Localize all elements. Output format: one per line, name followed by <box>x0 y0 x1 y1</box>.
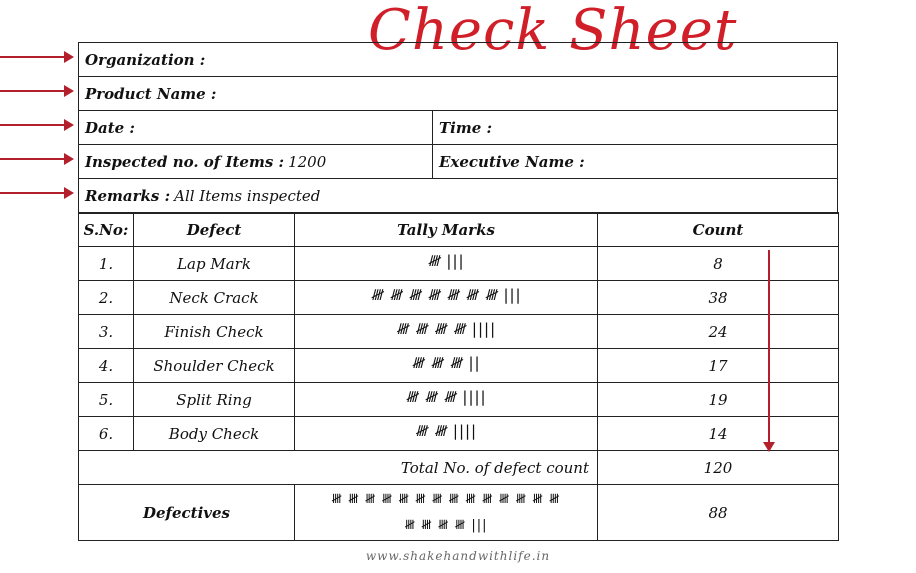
arrow-organization <box>0 56 72 58</box>
header-form <box>78 42 838 214</box>
total-row <box>79 451 839 485</box>
footer-url: www.shakehandwithlife.in <box>365 549 551 563</box>
row-count: 8 <box>598 247 839 281</box>
table-row <box>79 247 839 281</box>
row-tally: 𝍸 𝍸 𝍸 𝍸 𝍸 𝍸 𝍸 ||| <box>295 281 598 315</box>
table-row <box>79 383 839 417</box>
header-sno: S.No: <box>79 213 134 247</box>
row-defect: Lap Mark <box>134 247 295 281</box>
table-header-row <box>79 213 839 247</box>
product-label: Product Name : <box>85 84 217 103</box>
remarks-row <box>79 179 837 213</box>
table-row <box>79 315 839 349</box>
row-count: 38 <box>598 281 839 315</box>
count-down-arrow <box>768 250 770 444</box>
row-defect: Shoulder Check <box>134 349 295 383</box>
table-row <box>79 349 839 383</box>
arrow-remarks <box>0 192 72 194</box>
row-sno: 2. <box>79 281 134 315</box>
row-defect: Split Ring <box>134 383 295 417</box>
row-count: 19 <box>598 383 839 417</box>
inspected-label: Inspected no. of Items : <box>85 152 285 171</box>
row-tally: 𝍸 𝍸 |||| <box>295 417 598 451</box>
time-label: Time : <box>439 118 493 137</box>
executive-label: Executive Name : <box>439 152 585 171</box>
defect-table <box>78 212 839 541</box>
row-tally: 𝍸 𝍸 𝍸 || <box>295 349 598 383</box>
inspected-executive-row <box>79 145 837 179</box>
row-sno: 6. <box>79 417 134 451</box>
row-sno: 5. <box>79 383 134 417</box>
row-sno: 1. <box>79 247 134 281</box>
defectives-row <box>79 485 839 541</box>
remarks-label: Remarks : <box>85 187 171 205</box>
table-row <box>79 417 839 451</box>
row-count: 17 <box>598 349 839 383</box>
total-value: 120 <box>598 451 839 485</box>
row-defect: Neck Crack <box>134 281 295 315</box>
row-count: 24 <box>598 315 839 349</box>
header-count: Count <box>598 213 839 247</box>
header-tally: Tally Marks <box>295 213 598 247</box>
date-time-row <box>79 111 837 145</box>
header-defect: Defect <box>134 213 295 247</box>
product-row <box>79 77 837 111</box>
row-tally: 𝍸 𝍸 𝍸 |||| <box>295 383 598 417</box>
row-sno: 3. <box>79 315 134 349</box>
arrow-date <box>0 124 72 126</box>
row-count: 14 <box>598 417 839 451</box>
inspected-value: 1200 <box>288 152 327 171</box>
table-row <box>79 281 839 315</box>
row-tally: 𝍸 𝍸 𝍸 𝍸 |||| <box>295 315 598 349</box>
defectives-value: 88 <box>598 485 839 541</box>
row-defect: Finish Check <box>134 315 295 349</box>
row-tally: 𝍸 ||| <box>295 247 598 281</box>
page-title: Check Sheet <box>368 0 738 63</box>
defectives-tally-line1: 𝍸 𝍸 𝍸 𝍸 𝍸 𝍸 𝍸 𝍸 𝍸 𝍸 𝍸 𝍸 𝍸 𝍸 <box>331 491 561 507</box>
defectives-label: Defectives <box>79 485 295 541</box>
total-label: Total No. of defect count <box>79 451 598 485</box>
organization-label: Organization : <box>85 50 206 69</box>
row-sno: 4. <box>79 349 134 383</box>
arrow-inspected <box>0 158 72 160</box>
defectives-tally-line2: 𝍸 𝍸 𝍸 𝍸 ||| <box>404 517 488 533</box>
remarks-value: All Items inspected <box>174 187 321 205</box>
organization-row <box>79 43 837 77</box>
row-defect: Body Check <box>134 417 295 451</box>
date-label: Date : <box>85 118 135 137</box>
defectives-tally <box>295 485 598 541</box>
arrow-product <box>0 90 72 92</box>
